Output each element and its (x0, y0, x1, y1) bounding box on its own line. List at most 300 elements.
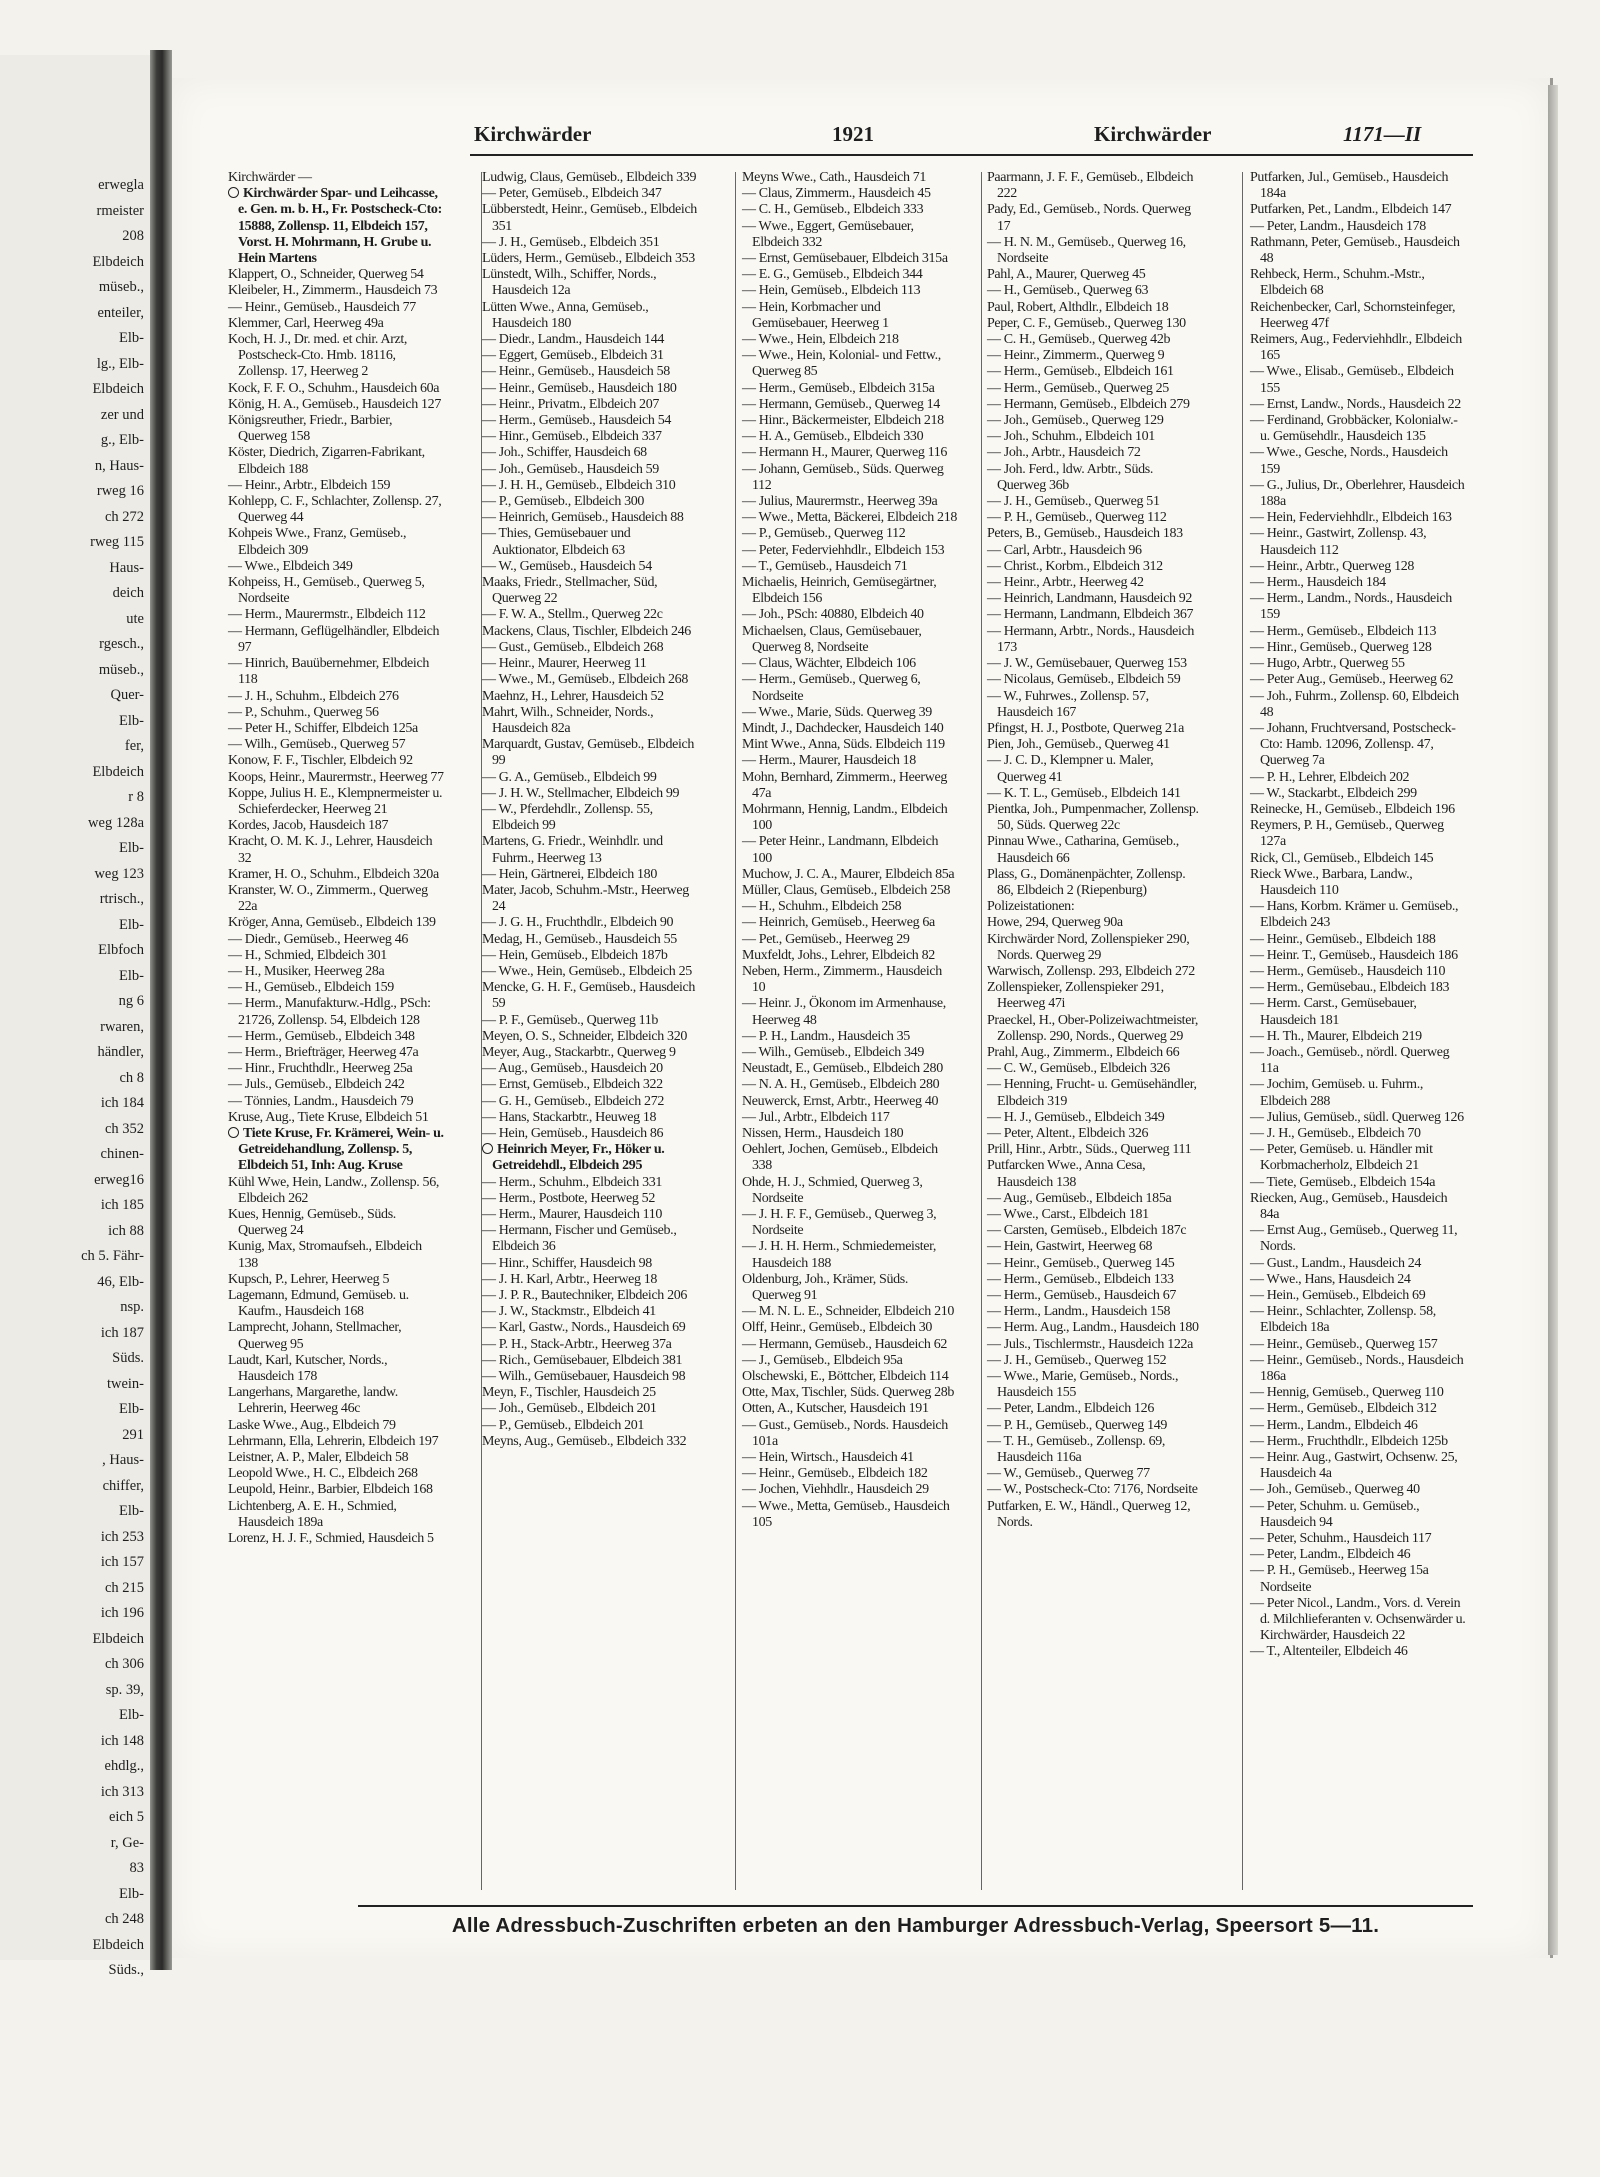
entry-text: Kirchwärder — (228, 170, 312, 185)
directory-entry (1250, 867, 1466, 899)
fragment-line: Elb- (119, 1707, 144, 1723)
directory-entry (987, 1499, 1203, 1531)
entry-text: Plass, G., Domänenpächter, Zollensp. 86, Elbdeich 2 (Riepenburg) (987, 866, 1186, 898)
directory-entry (987, 689, 1203, 721)
directory-entry (987, 753, 1203, 785)
entry-text: — G. A., Gemüseb., Elbdeich 99 (482, 769, 657, 785)
directory-entry (742, 559, 958, 575)
entry-text: Otte, Max, Tischler, Süds. Querweg 28b (742, 1385, 955, 1401)
entry-text: Pady, Ed., Gemüseb., Nords. Querweg 17 (987, 202, 1191, 234)
directory-entry (1250, 364, 1466, 396)
entry-text: Zollenspieker, Zollenspieker 291, Heerweg 47i (987, 980, 1164, 1012)
entry-text: — Hinr., Fruchthdlr., Heerweg 25a (228, 1061, 413, 1077)
entry-text: — Tönnies, Landm., Hausdeich 79 (228, 1093, 414, 1109)
entry-text: Kühl Wwe, Hein, Landw., Zollensp. 56, Elbdeich 262 (228, 1174, 440, 1206)
directory-entry (482, 267, 698, 299)
header-right-place: Kirchwärder (1094, 122, 1212, 146)
directory-entry (742, 1385, 958, 1401)
entry-text: Pfingst, H. J., Postbote, Querweg 21a (987, 720, 1185, 736)
entry-text: — Pet., Gemüseb., Heerweg 29 (742, 931, 910, 947)
entry-text: — Herm., Hausdeich 184 (1250, 575, 1386, 591)
fragment-line: rweg 115 (90, 534, 144, 550)
fragment-line: Elbdeich (92, 763, 144, 780)
directory-entry (742, 1450, 958, 1466)
directory-entry (1250, 1191, 1466, 1223)
entry-text: Lichtenberg, A. E. H., Schmied, Hausdeich 189a (228, 1498, 397, 1530)
directory-entry (987, 1239, 1203, 1255)
entry-text: Oehlert, Jochen, Gemüseb., Elbdeich 338 (742, 1142, 938, 1174)
entry-text: — Heinr., Schlachter, Zollensp. 58, Elbdeich 18a (1250, 1304, 1436, 1336)
directory-entry (482, 300, 698, 332)
directory-entry (1250, 640, 1466, 656)
directory-entry (482, 235, 698, 251)
entry-text: — W., Fuhrwes., Zollensp. 57, Hausdeich 167 (987, 688, 1149, 720)
entry-text: — Heinr., Gemüseb., Nords., Hausdeich 186a (1250, 1352, 1464, 1385)
entry-text: — H. A., Gemüseb., Elbdeich 330 (742, 429, 924, 445)
entry-text: Lehrmann, Ella, Lehrerin, Elbdeich 197 (228, 1433, 439, 1449)
page-edge (1548, 85, 1558, 1955)
entry-text: Mindt, J., Dachdecker, Hausdeich 140 (742, 720, 944, 736)
directory-entry (1250, 980, 1466, 996)
directory-entry (228, 624, 444, 656)
entry-text: Olschewski, E., Böttcher, Elbdeich 114 (742, 1369, 949, 1385)
directory-entry (742, 899, 958, 915)
entry-text: Reichenbecker, Carl, Schornsteinfeger, Heerweg 47f (1250, 299, 1456, 331)
directory-entry (482, 559, 698, 575)
directory-entry (987, 267, 1203, 283)
entry-text: — Herm., Landm., Elbdeich 46 (1250, 1417, 1418, 1433)
directory-entry (987, 1256, 1203, 1272)
directory-entry (482, 1126, 698, 1142)
directory-entry (987, 1142, 1203, 1158)
fragment-line: nsp. (120, 1299, 144, 1315)
directory-entry (987, 316, 1203, 332)
directory-entry (987, 656, 1203, 672)
directory-entry (742, 915, 958, 931)
directory-entry (228, 1385, 444, 1417)
entry-text: Howe, 294, Querweg 90a (987, 915, 1123, 931)
directory-entry (1250, 948, 1466, 964)
directory-entry (228, 316, 444, 332)
entry-text: — Carl, Arbtr., Hausdeich 96 (987, 542, 1142, 558)
directory-entry (1250, 267, 1466, 299)
fragment-line: erweg16 (94, 1171, 144, 1188)
entry-text: — Herm., Briefträger, Heerweg 47a (228, 1044, 419, 1060)
directory-entry (482, 1369, 698, 1385)
entry-text: Pinnau Wwe., Catharina, Gemüseb., Hausdeich 66 (987, 834, 1179, 866)
directory-entry (1250, 1077, 1466, 1109)
entry-text: — Herm., Gemüseb., Elbdeich 312 (1250, 1401, 1437, 1417)
entry-text: — Joh., Gemüseb., Hausdeich 59 (482, 461, 659, 477)
entry-text: — Heinr. Aug., Gastwirt, Ochsenw. 25, Hausdeich 4a (1250, 1450, 1458, 1482)
entry-text: — Heinr. J., Ökonom im Armenhause, Heerweg 48 (742, 996, 946, 1028)
entry-text: — Julius, Gemüseb., südl. Querweg 126 (1250, 1109, 1464, 1125)
directory-entry (482, 332, 698, 348)
directory-entry (228, 478, 444, 494)
directory-entry (1250, 1304, 1466, 1336)
directory-entry (228, 413, 444, 445)
directory-entry (742, 413, 958, 429)
entry-text: — Hein, Korbmacher und Gemüsebauer, Heerweg 1 (742, 299, 889, 331)
fragment-line: Elb- (119, 1401, 144, 1417)
entry-text: Lübberstedt, Heinr., Gemüseb., Elbdeich 351 (482, 202, 697, 234)
fragment-line: Elbdeich (92, 253, 144, 270)
entry-text: — T., Gemüseb., Hausdeich 71 (742, 558, 908, 574)
directory-entry (742, 1029, 958, 1045)
entry-text: Kramer, H. O., Schuhm., Elbdeich 320a (228, 866, 439, 882)
entry-text: — Gust., Landm., Hausdeich 24 (1250, 1255, 1422, 1271)
directory-entry (1250, 964, 1466, 980)
entry-text: — H., Musiker, Heerweg 28a (228, 963, 385, 979)
entry-text: — Aug., Gemüseb., Hausdeich 20 (482, 1061, 663, 1077)
directory-entry (742, 656, 958, 672)
fragment-line: eich 5 (108, 1809, 144, 1825)
directory-entry (987, 721, 1203, 737)
directory-entry (482, 1029, 698, 1045)
entry-text: — N. A. H., Gemüseb., Elbdeich 280 (742, 1077, 940, 1093)
entry-text: — P., Gemüseb., Elbdeich 300 (482, 494, 645, 510)
directory-entry (742, 1207, 958, 1239)
directory-entry (987, 332, 1203, 348)
directory-entry (1250, 1482, 1466, 1498)
entry-text: Mater, Jacob, Schuhm.-Mstr., Heerweg 24 (482, 882, 689, 915)
entry-text: Polizeistationen: (987, 899, 1075, 915)
entry-text: — Eggert, Gemüseb., Elbdeich 31 (482, 348, 664, 364)
fragment-line: , Haus- (102, 1452, 144, 1468)
entry-text: — Heinr., Gemüseb., Hausdeich 77 (228, 299, 416, 315)
directory-entry (742, 1142, 958, 1174)
entry-text: — Aug., Gemüseb., Elbdeich 185a (987, 1190, 1172, 1206)
footer-notice: Alle Adressbuch-Zuschriften erbeten an den Hamburger Adressbuch-Verlag, Speersort 5—11. (451, 1914, 1380, 1937)
directory-entry (742, 170, 958, 186)
entry-text: — Hermann, Landmann, Elbdeich 367 (987, 607, 1194, 623)
directory-entry (987, 1223, 1203, 1239)
directory-entry (482, 526, 698, 558)
entry-text: — Heinr., Maurer, Heerweg 11 (482, 656, 647, 672)
entry-text: Martens, G. Friedr., Weinhdlr. und Fuhrm., Heerweg 13 (482, 834, 663, 866)
directory-entry (987, 429, 1203, 445)
directory-entry (742, 1304, 958, 1320)
entry-text: Mahrt, Wilh., Schneider, Nords., Hausdeich 82a (482, 704, 654, 736)
entry-text: — Joach., Gemüseb., nördl. Querweg 11a (1250, 1044, 1450, 1077)
entry-text: — Herm., Fruchthdlr., Elbdeich 125b (1250, 1433, 1448, 1449)
directory-entry (1250, 851, 1466, 867)
directory-entry (228, 834, 444, 866)
fragment-line: Haus- (109, 559, 144, 576)
entry-text: — Wwe., Eggert, Gemüsebauer, Elbdeich 332 (742, 218, 914, 250)
entry-text: Kock, F. F. O., Schuhm., Hausdeich 60a (228, 380, 440, 396)
entry-text: — Wwe., Gesche, Nords., Hausdeich 159 (1250, 445, 1448, 477)
directory-entry (1250, 786, 1466, 802)
entry-text: — Herm., Gemüseb., Elbdeich 315a (742, 380, 935, 396)
directory-entry (1250, 1434, 1466, 1450)
entry-text: — Wilh., Gemüseb., Elbdeich 349 (742, 1044, 924, 1060)
entry-text: — Heinr., Gemüseb., Querweg 145 (987, 1255, 1175, 1271)
entry-text: — Hans, Korbm. Krämer u. Gemüseb., Elbdeich 243 (1250, 899, 1459, 931)
directory-entry (742, 1499, 958, 1531)
directory-entry (482, 510, 698, 526)
entry-text: — P. H., Stack-Arbtr., Heerweg 37a (482, 1336, 672, 1352)
column-1 (228, 170, 444, 1890)
entry-text: — P. H., Gemüseb., Heerweg 15a Nordseite (1250, 1563, 1429, 1595)
entry-text: Oldenburg, Joh., Krämer, Süds. Querweg 91 (742, 1271, 908, 1304)
directory-entry (1250, 219, 1466, 235)
directory-entry (987, 1013, 1203, 1045)
directory-entry (987, 397, 1203, 413)
entry-text: — H. Th., Maurer, Elbdeich 219 (1250, 1028, 1422, 1044)
directory-entry (228, 1045, 444, 1061)
entry-text: Putfarcken Wwe., Anna Cesa, Hausdeich 138 (987, 1158, 1146, 1190)
directory-entry (1250, 1256, 1466, 1272)
directory-entry (987, 672, 1203, 688)
directory-entry (742, 251, 958, 267)
directory-entry (987, 462, 1203, 494)
entry-text: — Hermann H., Maurer, Querweg 116 (742, 445, 948, 461)
directory-entry (482, 413, 698, 429)
directory-entry (742, 705, 958, 721)
entry-text: Lütten Wwe., Anna, Gemüseb., Hausdeich 180 (482, 299, 649, 331)
directory-entry (742, 219, 958, 251)
directory-entry (228, 689, 444, 705)
fragment-line: r 8 (128, 789, 144, 805)
fragment-line: Quer- (110, 687, 144, 703)
entry-text: — Herm., Maurer, Hausdeich 110 (482, 1207, 663, 1222)
entry-text: — G. H., Gemüseb., Elbdeich 272 (482, 1093, 665, 1109)
fragment-line: Elb- (119, 712, 144, 729)
directory-entry (1250, 1563, 1466, 1595)
entry-text: — Hugo, Arbtr., Querweg 55 (1250, 656, 1405, 672)
directory-entry (482, 397, 698, 413)
entry-text: — Claus, Wächter, Elbdeich 106 (742, 656, 916, 672)
directory-entry (1250, 1385, 1466, 1401)
entry-text: Reinecke, H., Gemüseb., Elbdeich 196 (1250, 801, 1455, 817)
fragment-line: n, Haus- (94, 457, 144, 474)
directory-entry (228, 1094, 444, 1110)
entry-text: Meyns Wwe., Cath., Hausdeich 71 (742, 170, 927, 185)
entry-text: — Jul., Arbtr., Elbdeich 117 (742, 1109, 890, 1125)
directory-entry (987, 1272, 1203, 1288)
entry-text: Mohrmann, Hennig, Landm., Elbdeich 100 (742, 801, 948, 834)
directory-entry (228, 770, 444, 786)
directory-entry (987, 591, 1203, 607)
entry-text: — Herm. Aug., Landm., Hausdeich 180 (987, 1320, 1199, 1336)
entry-text: Kordes, Jacob, Hausdeich 187 (228, 818, 389, 834)
entry-text: — Johann, Gemüseb., Süds. Querweg 112 (742, 461, 944, 493)
entry-text: — Peter, Schuhm., Hausdeich 117 (1250, 1531, 1432, 1547)
entry-text: Neustadt, E., Gemüseb., Elbdeich 280 (742, 1061, 943, 1077)
directory-entry (742, 300, 958, 332)
entry-text: Kranster, W. O., Zimmerm., Querweg 22a (228, 882, 428, 915)
directory-entry (987, 867, 1203, 899)
entry-text: — Nicolaus, Gemüseb., Elbdeich 59 (987, 672, 1181, 688)
directory-entry (482, 1061, 698, 1077)
entry-text: Rehbeck, Herm., Schuhm.-Mstr., Elbdeich 68 (1250, 267, 1425, 299)
directory-entry (987, 737, 1203, 753)
entry-text: — J. H. H. Herm., Schmiedemeister, Hausdeich 188 (742, 1239, 936, 1271)
entry-text: — J. W., Stackmstr., Elbdeich 41 (482, 1304, 656, 1320)
directory-entry (987, 1320, 1203, 1336)
entry-text: — Karl, Gastw., Nords., Hausdeich 69 (482, 1320, 686, 1336)
entry-text: — Gust., Gemüseb., Nords. Hausdeich 101a (742, 1417, 948, 1449)
page-number: 1171—II (1343, 122, 1422, 146)
fragment-line: rwaren, (100, 1018, 144, 1035)
directory-entry (1250, 559, 1466, 575)
entry-text: Putfarken, Pet., Landm., Elbdeich 147 (1250, 202, 1452, 218)
fragment-line: r, Ge- (110, 1834, 144, 1851)
directory-entry (742, 1369, 958, 1385)
entry-text: — Ferdinand, Grobbäcker, Kolonialw.- u. Gemüsehdlr., Hausdeich 135 (1250, 413, 1458, 445)
entry-text: — Herm., Gemüseb., Elbdeich 133 (987, 1271, 1174, 1287)
directory-entry (742, 462, 958, 494)
entry-text: — Herm., Gemüsebau., Elbdeich 183 (1250, 980, 1450, 996)
directory-entry (228, 1288, 444, 1320)
directory-entry (987, 802, 1203, 834)
directory-entry (1250, 672, 1466, 688)
entry-text: — Hermann, Gemüseb., Querweg 14 (742, 396, 940, 412)
directory-entry (1250, 413, 1466, 445)
entry-text: — Jochim, Gemüseb. u. Fuhrm., Elbdeich 288 (1250, 1077, 1424, 1109)
directory-entry (482, 1207, 698, 1223)
directory-entry (987, 1126, 1203, 1142)
entry-text: Meyn, F., Tischler, Hausdeich 25 (482, 1385, 656, 1401)
fragment-line: Elbdeich (92, 381, 144, 397)
directory-entry (987, 1191, 1203, 1207)
directory-entry (987, 170, 1203, 202)
entry-text: Otten, A., Kutscher, Hausdeich 191 (742, 1401, 929, 1417)
entry-text: — Heinrich, Gemüseb., Hausdeich 88 (482, 510, 684, 526)
directory-entry (228, 1061, 444, 1077)
fragment-line: ich 185 (100, 1197, 144, 1213)
fragment-line: twein- (106, 1375, 144, 1392)
entry-text: — J. H. Karl, Arbtr., Heerweg 18 (482, 1271, 658, 1287)
fragment-line: ch 272 (104, 508, 144, 525)
entry-text: — Herm., Gemüseb., Querweg 6, Nordseite (742, 672, 921, 704)
entry-text: — Peter, Gemüseb., Elbdeich 347 (482, 186, 662, 202)
directory-entry (1250, 1126, 1466, 1142)
directory-entry (1250, 899, 1466, 931)
entry-text: — Ernst, Landw., Nords., Hausdeich 22 (1250, 396, 1461, 412)
fragment-line: ich 184 (100, 1095, 144, 1111)
directory-entry (482, 932, 698, 948)
entry-text: — C. W., Gemüseb., Elbdeich 326 (987, 1061, 1170, 1077)
directory-entry (987, 283, 1203, 299)
entry-text: — Juls., Gemüseb., Elbdeich 242 (228, 1077, 405, 1093)
directory-entry (1250, 1547, 1466, 1563)
directory-entry (482, 834, 698, 866)
directory-entry (482, 429, 698, 445)
directory-entry (228, 1466, 444, 1482)
directory-entry (987, 559, 1203, 575)
entry-text: — Joh., Fuhrm., Zollensp. 60, Elbdeich 48 (1250, 688, 1459, 720)
directory-entry (742, 429, 958, 445)
fragment-line: chinen- (100, 1146, 144, 1162)
directory-entry (987, 1158, 1203, 1190)
directory-entry (482, 624, 698, 640)
directory-entry (228, 1531, 444, 1547)
directory-entry (228, 1029, 444, 1045)
entry-text: — P. H., Gemüseb., Querweg 149 (987, 1417, 1168, 1433)
directory-entry (482, 689, 698, 705)
directory-entry (987, 1304, 1203, 1320)
column-divider (1242, 172, 1243, 1890)
directory-entry (742, 575, 958, 607)
entry-text: — Joh. Ferd., ldw. Arbtr., Süds. Querweg 36b (987, 461, 1154, 493)
directory-entry (228, 964, 444, 980)
directory-entry (482, 494, 698, 510)
directory-entry (228, 381, 444, 397)
entry-text: Ohde, H. J., Schmied, Querweg 3, Nordseite (742, 1174, 923, 1206)
entry-text: Köster, Diedrich, Zigarren-Fabrikant, Elbdeich 188 (228, 445, 425, 477)
directory-entry (742, 510, 958, 526)
entry-text: — Heinr. T., Gemüseb., Hausdeich 186 (1250, 947, 1458, 963)
entry-text: — C. H., Gemüseb., Querweg 42b (987, 332, 1171, 348)
entry-text: — Peter Heinr., Landmann, Elbdeich 100 (742, 834, 939, 866)
directory-entry (482, 964, 698, 980)
directory-entry (1250, 478, 1466, 510)
directory-entry (1250, 1450, 1466, 1482)
fragment-line: Süds., (108, 1962, 144, 1978)
directory-entry (482, 883, 698, 915)
directory-entry (742, 526, 958, 542)
entry-text: Königsreuther, Friedr., Barbier, Querweg 158 (228, 413, 393, 445)
fragment-line: Süds. (112, 1350, 144, 1366)
directory-entry (482, 1256, 698, 1272)
directory-entry (987, 624, 1203, 656)
directory-entry (987, 932, 1203, 964)
directory-entry (1250, 591, 1466, 623)
directory-entry (987, 300, 1203, 316)
directory-entry (1250, 526, 1466, 558)
entry-text: — Johann, Fruchtversand, Postscheck-Cto: Hamb. 12096, Zollensp. 47, Querweg 7a (1250, 720, 1456, 769)
entry-text: — T., Altenteiler, Elbdeich 46 (1250, 1644, 1408, 1660)
directory-entry (1250, 445, 1466, 477)
fragment-line: ch 5. Fähr- (81, 1248, 144, 1264)
entry-text: — Herm., Maurermstr., Elbdeich 112 (228, 607, 426, 623)
entry-text: — Hinrich, Bauübernehmer, Elbdeich 118 (228, 656, 429, 688)
entry-text: — Peter, Schuhm. u. Gemüseb., Hausdeich 94 (1250, 1498, 1420, 1530)
entry-text: — Herm., Gemüseb., Elbdeich 348 (228, 1028, 415, 1044)
column-5 (1250, 170, 1466, 1890)
entry-text: — Wwe., Hans, Hausdeich 24 (1250, 1271, 1411, 1287)
entry-text: Kohpeis Wwe., Franz, Gemüseb., Elbdeich 309 (228, 526, 407, 558)
directory-entry (1250, 1142, 1466, 1174)
directory-entry (228, 1450, 444, 1466)
entry-text: — Rich., Gemüsebauer, Elbdeich 381 (482, 1352, 683, 1368)
directory-entry (228, 996, 444, 1028)
entry-text: — H. J., Gemüseb., Elbdeich 349 (987, 1109, 1165, 1125)
directory-entry (228, 397, 444, 413)
entry-text: — Wwe., Carst., Elbdeich 181 (987, 1207, 1149, 1222)
entry-text: Leupold, Heinr., Barbier, Elbdeich 168 (228, 1482, 433, 1498)
directory-entry (1250, 1337, 1466, 1353)
entry-text: — J. G. H., Fruchthdlr., Elbdeich 90 (482, 915, 674, 931)
directory-entry (482, 1272, 698, 1288)
fragment-line: Elb- (119, 1503, 144, 1519)
entry-text: — Ernst, Gemüseb., Elbdeich 322 (482, 1077, 663, 1093)
fragment-line: fer, (124, 738, 144, 754)
directory-entry (228, 332, 444, 381)
entry-text: — Carsten, Gemüseb., Elbdeich 187c (987, 1223, 1187, 1239)
directory-entry (987, 1418, 1203, 1434)
entry-text: — Peter, Landm., Hausdeich 178 (1250, 218, 1426, 234)
directory-entry (987, 202, 1203, 234)
directory-entry (987, 899, 1203, 915)
directory-entry (1250, 1353, 1466, 1385)
entry-text: — W., Gemüseb., Hausdeich 54 (482, 558, 652, 574)
entry-text: — Heinr., Arbtr., Querweg 128 (1250, 558, 1415, 574)
entry-text: Praeckel, H., Ober-Polizeiwachtmeister, Zollensp. 290, Nords., Querweg 29 (987, 1012, 1198, 1044)
entry-text: Kruse, Aug., Tiete Kruse, Elbdeich 51 (228, 1109, 429, 1125)
